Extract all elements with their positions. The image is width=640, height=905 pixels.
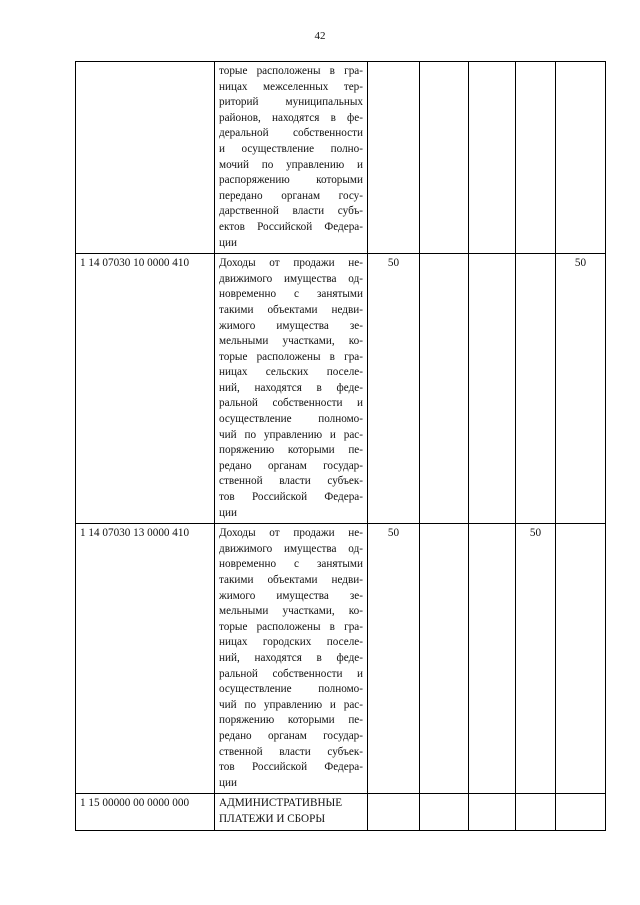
revenue-name-line: мочий по управлению и — [219, 158, 363, 171]
revenue-name-line: риторий муниципальных — [219, 96, 363, 109]
revenue-name-line: движимого имущества од- — [219, 542, 363, 555]
amount-cell: 50 — [556, 254, 606, 524]
page-number: 42 — [314, 30, 326, 42]
revenue-name-line: торые расположены в гра- — [219, 620, 363, 633]
amount-cell — [516, 254, 556, 524]
revenue-name-line: ний, находятся в феде- — [219, 651, 363, 664]
revenue-name-line: торые расположены в гра- — [219, 350, 363, 363]
amount-cell — [420, 254, 469, 524]
revenue-name-line: жимого имущества зе- — [219, 319, 363, 332]
revenue-name-line: ектов Российской Федера- — [219, 220, 363, 233]
revenue-name-line: ственной власти субъек- — [219, 745, 363, 758]
revenue-name-line: ницах межселенных тер- — [219, 80, 363, 93]
revenue-name-line: тов Российской Федера- — [219, 761, 363, 774]
amount-cell — [368, 62, 420, 254]
revenue-name-line: ПЛАТЕЖИ И СБОРЫ — [219, 812, 326, 825]
revenue-name-line: такими объектами недви- — [219, 574, 363, 586]
table-body — [76, 62, 606, 831]
revenue-name-line: такими объектами недви- — [219, 303, 363, 316]
budget-revenue-table — [75, 61, 606, 831]
amount-cell — [469, 794, 516, 830]
revenue-name-line: Доходы от продажи не- — [219, 527, 363, 540]
revenue-name-line: ции — [219, 236, 237, 249]
classification-code: 1 14 07030 13 0000 410 — [76, 524, 215, 794]
revenue-name-line: редано органам государ- — [219, 729, 363, 742]
revenue-name-line: мельными участками, ко- — [219, 605, 363, 618]
revenue-name-line: торые расположены в гра- — [219, 65, 363, 77]
revenue-name-line: и осуществление полно- — [219, 142, 363, 155]
revenue-name-line: новременно с занятыми — [219, 288, 363, 301]
amount-cell — [420, 524, 469, 794]
revenue-name-line: поряжению которыми пе- — [219, 444, 363, 457]
revenue-name-line: ственной власти субъек- — [219, 475, 363, 488]
revenue-name-line: редано органам государ- — [219, 459, 363, 472]
amount-cell — [368, 794, 420, 830]
revenue-name-line: движимого имущества од- — [219, 272, 363, 285]
revenue-name — [215, 794, 368, 830]
revenue-name-line: поряжению которыми пе- — [219, 714, 363, 727]
revenue-name — [215, 62, 368, 254]
revenue-name — [215, 524, 368, 794]
revenue-name-line: новременно с занятыми — [219, 558, 363, 571]
revenue-name-line: Доходы от продажи не- — [219, 257, 363, 270]
revenue-name-line: тов Российской Федера- — [219, 491, 363, 504]
amount-cell — [556, 794, 606, 830]
amount-cell — [420, 794, 469, 830]
revenue-name-line: ральной собственности и — [219, 667, 363, 680]
revenue-name-line: распоряжению которыми — [219, 174, 363, 187]
revenue-name-line: осуществление полномо- — [219, 413, 363, 426]
amount-cell — [516, 62, 556, 254]
amount-cell — [420, 62, 469, 254]
revenue-name-line: жимого имущества зе- — [219, 589, 363, 602]
amount-cell: 50 — [368, 254, 420, 524]
amount-cell: 50 — [368, 524, 420, 794]
revenue-name-line: мельными участками, ко- — [219, 335, 363, 348]
revenue-name-line: АДМИНИСТРАТИВНЫЕ — [219, 797, 343, 810]
revenue-name-line: ральной собственности и — [219, 397, 363, 410]
table-row — [76, 524, 606, 794]
revenue-name — [215, 254, 368, 524]
amount-cell — [469, 254, 516, 524]
amount-cell — [469, 62, 516, 254]
classification-code — [76, 62, 215, 254]
amount-cell — [556, 524, 606, 794]
table-row — [76, 254, 606, 524]
revenue-name-line: осуществление полномо- — [219, 683, 363, 696]
amount-cell — [469, 524, 516, 794]
revenue-name-line: ницах городских поселе- — [219, 636, 363, 649]
classification-code: 1 14 07030 10 0000 410 — [76, 254, 215, 524]
revenue-name-line: районов, находятся в фе- — [219, 111, 363, 124]
revenue-name-line: ции — [219, 506, 237, 519]
table-row — [76, 794, 606, 830]
revenue-name-line: ции — [219, 776, 237, 789]
revenue-name-line: чий по управлению и рас- — [219, 698, 363, 711]
table-row — [76, 62, 606, 254]
revenue-name-line: дарственной власти субъ- — [219, 205, 363, 218]
amount-cell — [516, 794, 556, 830]
revenue-name-line: деральной собственности — [219, 127, 363, 140]
revenue-name-line: ний, находятся в феде- — [219, 381, 363, 394]
revenue-name-line: чий по управлению и рас- — [219, 428, 363, 441]
revenue-name-line: передано органам госу- — [219, 189, 363, 202]
amount-cell — [556, 62, 606, 254]
amount-cell: 50 — [516, 524, 556, 794]
revenue-name-line: ницах сельских поселе- — [219, 366, 363, 379]
classification-code: 1 15 00000 00 0000 000 — [76, 794, 215, 830]
